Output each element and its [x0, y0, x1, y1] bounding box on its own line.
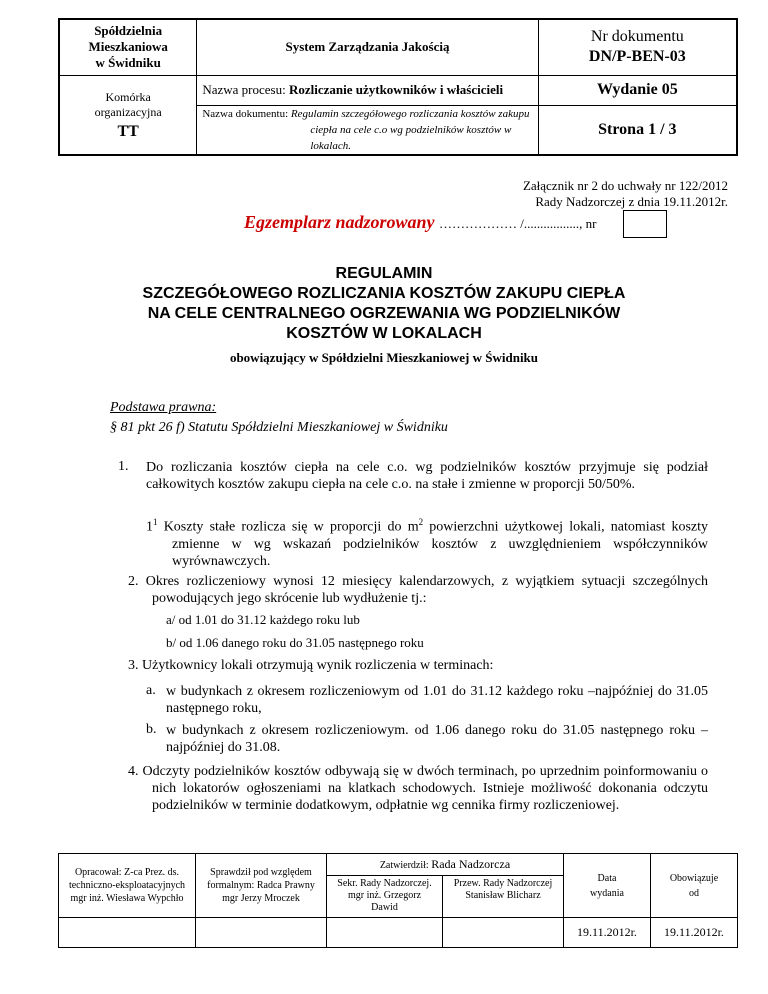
controlled-copy-line — [244, 212, 597, 233]
org-name — [59, 19, 197, 75]
chairman-line: Przew. Rady Nadzorczej — [453, 878, 553, 889]
chairman-line: Stanisław Blicharz — [465, 890, 541, 901]
title-line: KOSZTÓW W LOKALACH — [286, 325, 482, 342]
valid-from-label-line: od — [689, 887, 699, 899]
doc-number-label: Nr dokumentu — [590, 28, 684, 46]
section-1-text: Do rozliczania kosztów ciepła na cele c.o. wg podzielników kosztów przyjmuje się podział całkowitych kosztów zakupu ciepła na cele c.o. na stałe i zmienne w proporcji 50/50%. — [146, 460, 708, 492]
secretary-line: Sekr. Rady Nadzorczej. — [337, 878, 432, 889]
unit-cell — [59, 75, 197, 155]
document-header — [58, 18, 738, 156]
process-cell — [197, 75, 538, 105]
approved-body: Rada Nadzorcza — [431, 857, 511, 871]
prepared-line: techniczno-eksploatacyjnych — [68, 880, 186, 891]
org-name-line: Mieszkaniowa — [88, 39, 168, 55]
org-name-line: w Świdniku — [95, 55, 161, 71]
section-4-text: 4. Odczyty podzielników kosztów odbywają się w dwóch terminach, po uprzednim poinformowaniu o nich lokatorów ogłoszeniami na klatkach schodowych. Istnieje możliwość dokonania odczytu podzielników w terminie dodatkowym, odpłatnie wg cennika firmy rozliczeniowej. — [128, 764, 708, 813]
prepared-signature — [59, 918, 196, 948]
section-1-1-number: 1 — [146, 519, 153, 535]
section-3-a-label: a. — [146, 683, 156, 698]
doc-name-line1: Regulamin szczegółowego rozliczania kosztów zakupu — [290, 107, 530, 120]
section-2-text: 2. Okres rozliczeniowy wynosi 12 miesięcy kalendarzowych, z wyjątkiem sytuacji szczególnych powodujących jego skrócenie lub wydłużenie tj.: — [128, 574, 708, 606]
section-1-1 — [146, 514, 708, 570]
attachment-line: Rady Nadzorczej z dnia 19.11.2012r. — [535, 194, 728, 209]
attachment-line: Załącznik nr 2 do uchwały nr 122/2012 — [522, 178, 728, 193]
secretary-line: mgr inż. Grzegorz — [347, 890, 422, 901]
chairman-signature — [443, 918, 564, 948]
section-1-1-sup2: 2 — [418, 517, 424, 527]
title-line: SZCZEGÓŁOWEGO ROZLICZANIA KOSZTÓW ZAKUPU CIEPŁA — [142, 285, 626, 302]
system-title: System Zarządzania Jakością — [197, 19, 538, 75]
section-1-1-text-a: Koszty stałe rozlicza się w proporcji do m — [157, 519, 419, 535]
valid-from-label-line: Obowiązuje — [669, 872, 719, 884]
secretary-line: Dawid — [371, 902, 398, 913]
valid-from: 19.11.2012r. — [651, 918, 738, 948]
checked-signature — [196, 918, 327, 948]
section-2-a: a/ od 1.01 do 31.12 każdego roku lub — [166, 612, 360, 627]
prepared-line: Opracował: Z-ca Prez. ds. — [74, 867, 180, 878]
issue-date: 19.11.2012r. — [564, 918, 651, 948]
title-line: NA CELE CENTRALNEGO OGRZEWANIA WG PODZIELNIKÓW — [147, 305, 621, 322]
approved-by — [327, 854, 564, 876]
section-1-1-text-b: powierzchni użytkowej lokali, natomiast koszty zmienne w wg wskazań podzielników kosztów z uwzględnieniem współczynników wyrównawczych. — [172, 519, 708, 569]
section-3-a: w budynkach z okresem rozliczeniowym od 1.01 do 31.12 każdego roku –najpóźniej do 31.05 następnego roku, — [166, 684, 708, 716]
issue-date-label-line: wydania — [590, 887, 624, 899]
approval-footer — [58, 853, 738, 948]
section-2-b: b/ od 1.06 danego roku do 31.05 następnego roku — [166, 635, 424, 650]
attachment-note — [523, 178, 728, 210]
checked-line: Sprawdził pod względem — [210, 867, 312, 878]
process-name: Rozliczanie użytkowników i właścicieli — [288, 82, 504, 97]
edition: Wydanie 05 — [538, 75, 737, 105]
section-3-b: w budynkach z okresem rozliczeniowym. od 1.06 danego roku do 31.05 następnego roku – najpóźniej do 31.08. — [166, 723, 708, 755]
unit-label-line: Komórka — [105, 90, 151, 105]
unit-label-line: organizacyjna — [94, 105, 162, 120]
document-subtitle: obowiązujący w Spółdzielni Mieszkaniowej w Świdniku — [229, 350, 539, 365]
org-name-line: Spółdzielnia — [94, 23, 163, 39]
section-3-b-label: b. — [146, 722, 157, 737]
issue-date-label-line: Data — [597, 872, 617, 884]
checked-line: mgr Jerzy Mroczek — [222, 893, 300, 904]
copy-number-box[interactable] — [623, 210, 667, 238]
doc-number-cell — [538, 19, 737, 75]
document-title — [58, 264, 710, 344]
section-3-text: 3. Użytkownicy lokali otrzymują wynik rozliczenia w terminach: — [128, 658, 494, 673]
controlled-copy-dots: ……………… /................., nr — [439, 216, 597, 231]
legal-basis-heading: Podstawa prawna: — [110, 400, 217, 415]
secretary-signature — [327, 918, 443, 948]
approved-label: Zatwierdził: — [379, 860, 429, 871]
issue-date-label — [564, 854, 651, 918]
chairman — [443, 876, 564, 918]
section-1-number: 1. — [118, 459, 129, 474]
prepared-line: mgr inż. Wiesława Wypchło — [70, 893, 184, 904]
title-line: REGULAMIN — [335, 265, 433, 282]
checked-by — [196, 854, 327, 918]
controlled-copy-label: Egzemplarz nadzorowany — [244, 212, 435, 232]
prepared-by — [59, 854, 196, 918]
page-number: Strona 1 / 3 — [538, 105, 737, 155]
process-label: Nazwa procesu: — [202, 82, 286, 97]
doc-name-label: Nazwa dokumentu: — [202, 107, 289, 120]
checked-line: formalnym: Radca Prawny — [207, 880, 315, 891]
secretary — [327, 876, 443, 918]
valid-from-label — [651, 854, 738, 918]
doc-name-cell — [197, 105, 538, 155]
unit-code: TT — [117, 123, 139, 141]
section-1-1-sup: 1 — [153, 517, 158, 527]
doc-name-line2: ciepła na cele c.o wg podzielników kosztów w lokalach. — [310, 123, 512, 152]
doc-number: DN/P-BEN-03 — [588, 48, 686, 66]
legal-basis-text: § 81 pkt 26 f) Statutu Spółdzielni Mieszkaniowej w Świdniku — [110, 420, 448, 435]
